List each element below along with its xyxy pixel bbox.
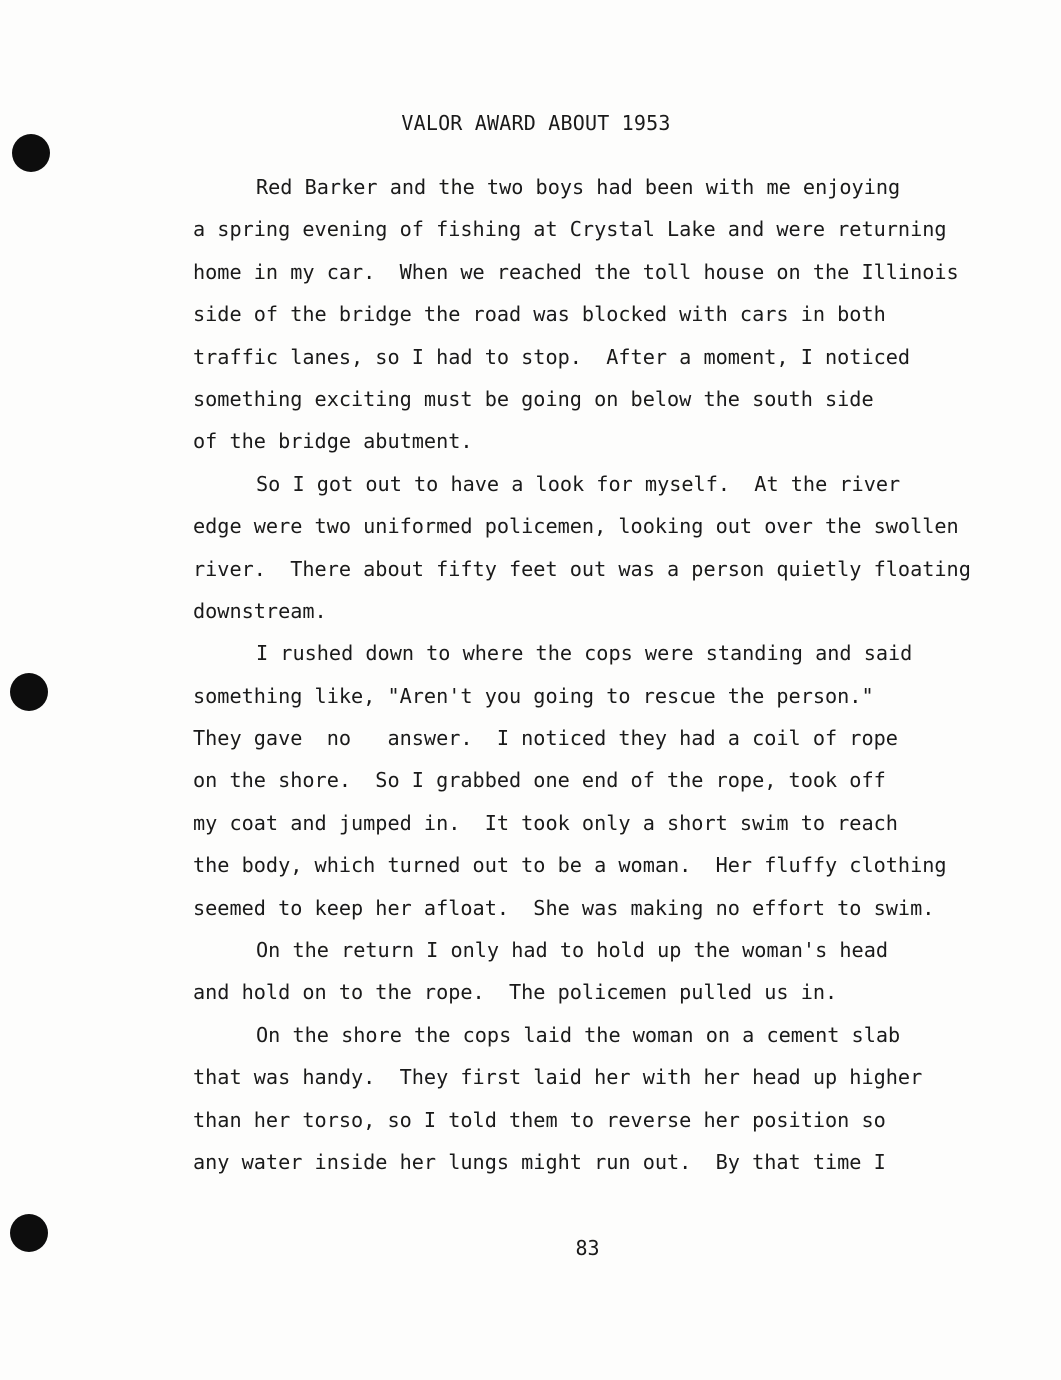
page-title: VALOR AWARD ABOUT 1953 [401, 111, 671, 135]
text-line: So I got out to have a look for myself. At the river [256, 471, 901, 496]
binder-hole-middle [10, 673, 48, 711]
text-line: home in my car. When we reached the toll house on the Illinois [193, 259, 959, 284]
text-line: than her torso, so I told them to reverse her position so [193, 1107, 886, 1132]
text-line: any water inside her lungs might run out. By that time I [193, 1149, 886, 1174]
text-line: of the bridge abutment. [193, 429, 473, 454]
body-text [193, 166, 1053, 1183]
text-line: river. There about fifty feet out was a person quietly floating [193, 556, 971, 581]
text-line: They gave no answer. I noticed they had a coil of rope [193, 726, 898, 751]
text-line: I rushed down to where the cops were standing and said [256, 641, 913, 666]
text-line: Red Barker and the two boys had been with me enjoying [256, 175, 901, 199]
page-number: 83 [575, 1236, 600, 1260]
text-line: and hold on to the rope. The policemen pulled us in. [193, 980, 838, 1005]
text-line: On the return I only had to hold up the woman's head [256, 938, 889, 963]
text-line: downstream. [193, 598, 327, 623]
text-line: edge were two uniformed policemen, looking out over the swollen [193, 514, 959, 539]
text-line: the body, which turned out to be a woman. Her fluffy clothing [193, 853, 947, 878]
text-line: seemed to keep her afloat. She was making no effort to swim. [193, 895, 935, 920]
text-line: side of the bridge the road was blocked with cars in both [193, 302, 886, 327]
text-line: On the shore the cops laid the woman on a cement slab [256, 1022, 901, 1047]
text-line: a spring evening of fishing at Crystal Lake and were returning [193, 217, 947, 242]
text-line: my coat and jumped in. It took only a short swim to reach [193, 810, 898, 835]
binder-hole-top [12, 134, 50, 172]
text-line: on the shore. So I grabbed one end of the rope, took off [193, 768, 886, 793]
text-line: something exciting must be going on below the south side [193, 386, 874, 411]
text-line: traffic lanes, so I had to stop. After a moment, I noticed [193, 344, 911, 369]
text-line: something like, "Aren't you going to rescue the person." [193, 683, 874, 708]
text-line: that was handy. They first laid her with her head up higher [193, 1065, 923, 1090]
